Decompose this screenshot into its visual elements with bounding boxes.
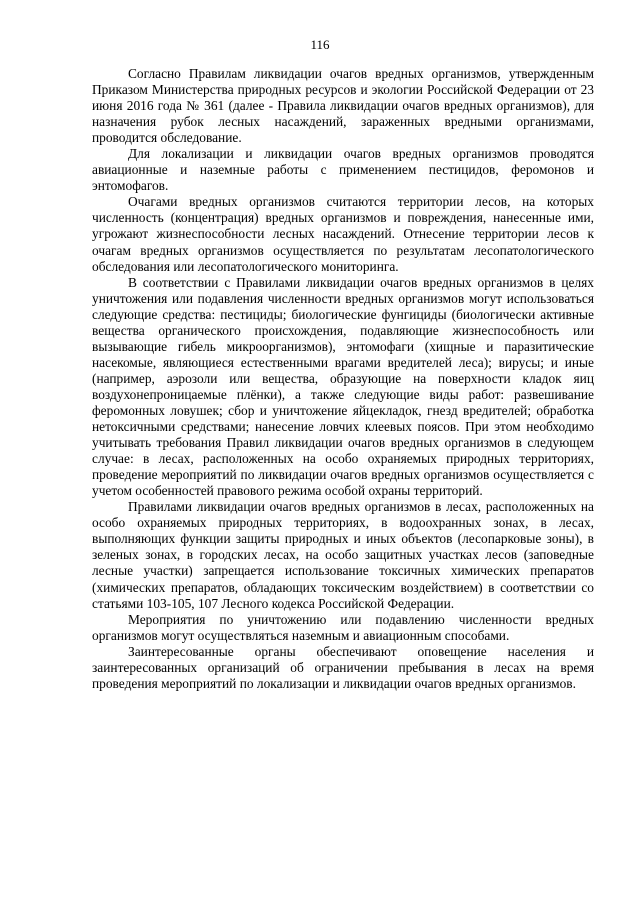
- paragraph-rules-inspection: Согласно Правилам ликвидации очагов вредных организмов, утвержденным Приказом Министерства природных ресурсов и экологии Российской Федерации от 23 июня 2016 года № 361 (далее - Правила ликвидации очагов вредных организмов), для назначения рубок лесных насаждений, зараженных вредными организмами, проводится обследование.: [92, 66, 594, 146]
- paragraph-control-means: В соответствии с Правилами ликвидации очагов вредных организмов в целях уничтожения или подавления численности вредных организмов могут использоваться следующие средства: пестициды; биологические фунгициды (биологически активные вещества органического происхождения, подавляющие жизнеспособность или вызывающие гибель микроорганизмов), энтомофаги (хищные и паразитические насекомые, являющиеся естественными врагами вредителей леса); вирусы; и иные (например, аэрозоли или вещества, образующие на поверхности кладок яиц воздухонепроницаемые плёнки), а также следующие виды работ: развешивание феромонных ловушек; сбор и уничтожение яйцекладок, гнезд вредителей; обработка нетоксичными средствами; нанесение ловчих клеевых поясов. При этом необходимо учитывать требования Правил ликвидации очагов вредных организмов в следующем случае: в лесах, расположенных на особо охраняемых природных территориях, проведение мероприятий по ликвидации очагов вредных организмов осуществляется с учетом особенностей правового режима особой охраны территорий.: [92, 274, 594, 499]
- paragraph-toxic-prohibition: Правилами ликвидации очагов вредных организмов в лесах, расположенных на особо охраняемых природных территориях, в водоохранных зонах, в лесах, выполняющих функции защиты природных и иных объектов (лесопарковые зоны), в зеленых зонах, в городских лесах, на особо защитных участках лесов (заповедные лесные участки) запрещается использование токсичных химических препаратов (химических препаратов, обладающих токсическим воздействием) в соответствии со статьями 103-105, 107 Лесного кодекса Российской Федерации.: [92, 499, 594, 611]
- paragraph-public-notification: Заинтересованные органы обеспечивают оповещение населения и заинтересованных организаций об ограничении пребывания в лесах на время проведения мероприятий по локализации и ликвидации очагов вредных организмов.: [92, 643, 594, 691]
- paragraph-methods: Мероприятия по уничтожению или подавлению численности вредных организмов могут осуществляться наземным и авиационным способами.: [92, 611, 594, 643]
- page-number: 116: [310, 37, 330, 52]
- paragraph-foci-definition: Очагами вредных организмов считаются территории лесов, на которых численность (концентрация) вредных организмов и повреждения, нанесенные ими, угрожают жизнеспособности лесных насаждений. Отнесение территории лесов к очагам вредных организмов осуществляется по результатам лесопатологического обследования или лесопатологического мониторинга.: [92, 194, 594, 274]
- body-text: [92, 66, 594, 692]
- paragraph-localization-works: Для локализации и ликвидации очагов вредных организмов проводятся авиационные и наземные работы с применением пестицидов, феромонов и энтомофагов.: [92, 146, 594, 194]
